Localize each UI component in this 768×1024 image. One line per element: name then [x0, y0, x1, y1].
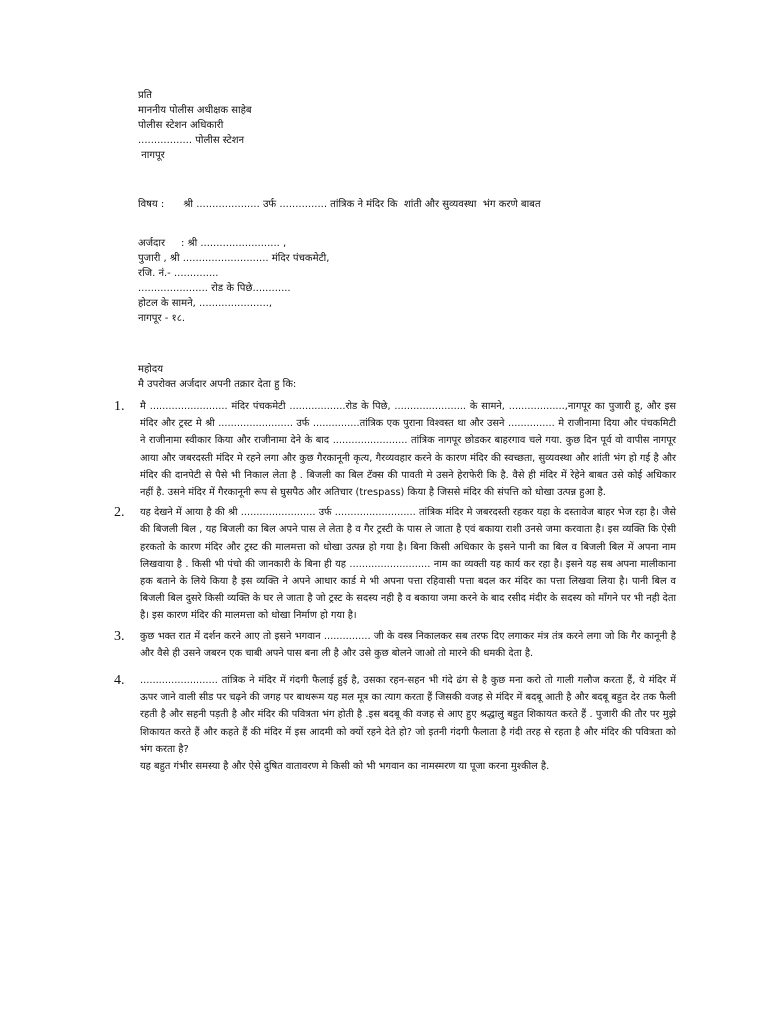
applicant-line: ...................... रोड के पिछे............	[138, 283, 291, 294]
applicant-line: पुजारी , श्री ........................... मंदिर पंचकमेटी,	[138, 253, 330, 264]
applicant-line: होटल के सामने, ......................,	[138, 298, 273, 309]
addressee-line: प्रति	[138, 90, 152, 101]
paragraph-number: 3.	[114, 628, 125, 644]
intro-line: मै उपरोक्त अर्जदार अपनी तक्रार देता हु कि:	[138, 379, 297, 390]
paragraph-text: यह देखने में आया है की श्री ........................ उर्फ .......................... तांत्रिक मंदिर मे जबरदस्ती रहकर यहा के दस्तावेज बाहर भेज रहा है। जैसे की बिजली बिल , यह बिजली का बिल अपने पास ले लेता है व गैर ट्रस्टी के पास ले जाता है एवं बकाया राशी उनसे जमा करवाता है। इस व्यक्ति कि ऐसी हरकतो के कारण मंदिर और ट्रस्ट की मालमत्ता को धोखा उत्पन्न हो गया है। बिना किसी अधिकार के इसने पानी का बिल व बिजली बिल में अपना नाम लिखवाया है . किसी भी पंचो की जानकारी के बिना ही यह .......................... नाम का व्यक्ती यह कार्य कर रहा है। इसने यह सब अपना मालीकाना हक बताने के लिये किया है इस व्यक्ति ने अपने आधार कार्ड मे भी अपना पत्ता रहिवासी पत्ता बदल कर मंदिर का पत्ता लिखवा लिया है। पानी बिल व बिजली बिल दुसरे किसी व्यक्ति के घर ले जाता है जो ट्रस्ट के सदस्य नही है व बकाया जमा करने के बाद रसीद मंदीर के सदस्य को मॉंगने पर भी नही देता है। इस कारण मंदिर की मालमत्ता को धोखा निर्माण हो गया है।	[140, 507, 676, 622]
complaint-list	[114, 398, 676, 775]
applicant-line: अर्जदार : श्री ......................... ,	[138, 238, 287, 249]
complaint-paragraph-3	[114, 628, 676, 662]
complaint-paragraph-1	[114, 398, 676, 501]
paragraph-text: ......................... तांत्रिक ने मंदिर में गंदगी फैलाई हुई है, उसका रहन-सहन भी गंदे ढंग से है कुछ मना करो तो गाली गलौज करता हैं, ये मंदिर में ऊपर जाने वाली सीड पर चढ़ने की जगह पर बाथरूम यह मल मूत्र का त्याग करता हैं जिसकी वजह से मंदिर में बदबू आती है और बदबू बहुत देर तक फैली रहती है और सहनी पड़ती है और मंदिर की पवित्रता भंग होती है .इस बदबू की वजह से आए हुए श्रद्धालु बहुत शिकायत करते हैं . पुजारी की तौर पर मुझे शिकायत करते हैं और कहते हैं की मंदिर में इस आदमी को क्यों रहने देते हो? जो इतनी गंदगी फैलाता है गंदी तरह से रहता है और मंदिर की पवित्रता को भंग करता है?	[140, 675, 676, 755]
complaint-paragraph-4	[114, 672, 676, 758]
applicant-block	[138, 236, 329, 326]
applicant-line: नागपूर - १८.	[138, 313, 186, 324]
addressee-line: नागपूर	[138, 150, 165, 161]
applicant-line: रजि. नं.- ..............	[138, 268, 219, 279]
subject-line: विषय : श्री .................... उर्फ ............... तांत्रिक ने मंदिर कि शांती और सुव्यवस्था भंग करणे बाबत	[138, 199, 541, 210]
paragraph-number: 2.	[114, 505, 125, 521]
closing-line: यह बहुत गंभीर समस्या है और ऐसे दुषित वातावरण मे किसी को भी भगवान का नामस्मरण या पूजा करना मुश्कील है.	[140, 761, 550, 773]
salutation: महोदय	[138, 364, 163, 375]
addressee-block	[138, 88, 252, 163]
addressee-line: पोलीस स्टेशन अधिकारी	[138, 120, 224, 131]
paragraph-text: कुछ भक्त रात में दर्शन करने आए तो इसने भगवान ............... जी के वस्त्र निकालकर सब तरफ दिए लगाकर मंत्र तंत्र करने लगा जो कि गैर कानूनी है और वैसे ही उसने जबरन एक चाबी अपने पास बना ली है और उसे कुछ बोलने जाओ तो मारने की धमकी देता है.	[140, 630, 676, 659]
paragraph-number: 4.	[114, 673, 125, 689]
addressee-line: माननीय पोलीस अधीक्षक साहेब	[138, 105, 252, 116]
greeting-block	[138, 362, 296, 392]
addressee-line: ................. पोलीस स्टेशन	[138, 135, 245, 146]
subject-block	[138, 197, 541, 212]
complaint-paragraph-2	[114, 504, 676, 624]
paragraph-text: मै ......................... मंदिर पंचकमेटी ..................रोड के पिछे, ....................... के सामने, ..................,नागपूर का पुजारी हू, और इस मंदिर और ट्रस्ट मे श्री ........................ उर्फ ...............तांत्रिक एक पुराना विश्वस्त था और उसने ............... मे राजीनामा दिया और पंचकमिटी ने राजीनामा स्वीकार किया और राजीनामा देने के बाद ........................ तांत्रिक नागपूर छोडकर बाहरगाव चले गया. कुछ दिन पूर्व वो वापीस नागपूर आया और जबरदस्ती मंदिर मे रहने लगा और कुछ गैरकानूनी कृत्य, गैरव्यवहार करने के कारण मंदिर की स्वच्छता, सुव्यवस्था और शांती भंग हो गई है और मंदिर की दानपेटी से पैसे भी निकाल लेता है . बिजली का बिल टॅक्स की पावती मे उसने हेराफेरी कि है. वैसे ही मंदिर में रेहेने बाबत उसे कोई अधिकार नहीं है. उसने मंदिर में गैरकानूनी रूप से घुसपैठ और अतिचार (trespass) किया है जिससे मंदिर की संपत्ति को धोखा उत्पन्न हुआ है.	[140, 401, 676, 499]
paragraph-number: 1.	[114, 399, 125, 414]
